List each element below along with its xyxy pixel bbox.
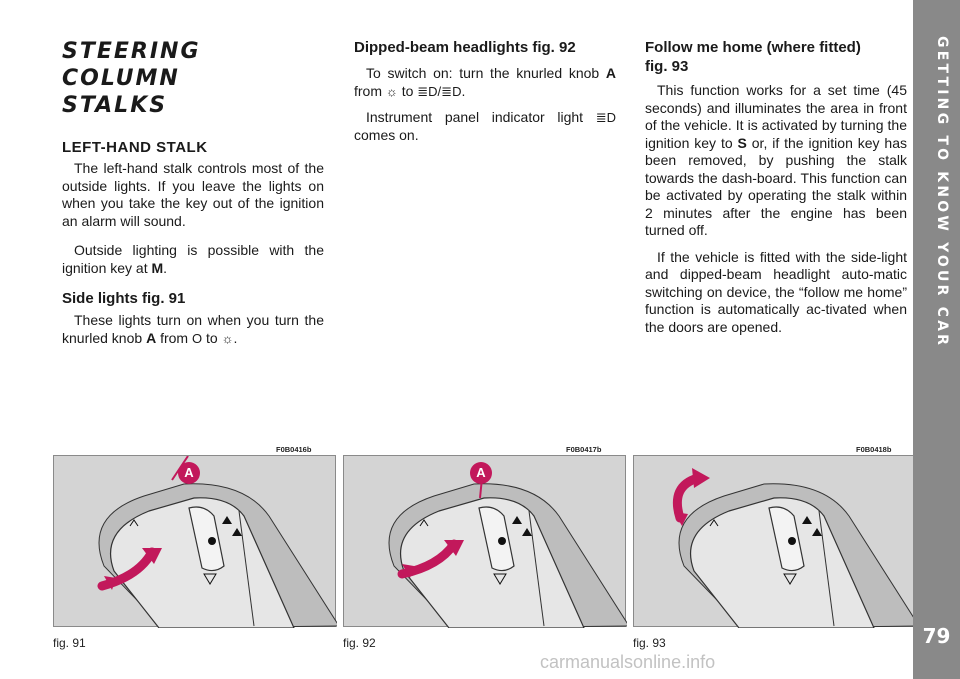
page-number: 79 (922, 624, 951, 648)
heading-left-hand-stalk: LEFT-HAND STALK (62, 139, 208, 156)
section-title: GETTING TO KNOW YOUR CAR (934, 36, 950, 349)
figure-code: F0B0416b (276, 445, 312, 454)
figure-93-stalk-illustration (633, 455, 916, 627)
figure-92-stalk-illustration (343, 455, 626, 627)
figure-code: F0B0418b (856, 445, 892, 454)
off-symbol-icon: O (191, 330, 203, 346)
figure-label: fig. 93 (633, 636, 666, 650)
heading-follow-me-home: Follow me home (where fitted) fig. 93 (645, 39, 861, 75)
dipped-beam-indicator-icon: ≣D (595, 110, 616, 125)
heading-dipped-beam: Dipped-beam headlights fig. 92 (354, 39, 576, 56)
figure-code: F0B0417b (566, 445, 602, 454)
knob-a-marker: A (470, 462, 492, 484)
paragraph-follow-me-home: This function works for a set time (45 seconds) and illuminates the area in front of the vehicle. It is activated by turning the ignition key to S or, if the ignition key has been removed, by pushing the stalk towards the dash-board. This function can be activated by operating the stalk within 2 minutes after the engine has been turned off. (645, 82, 908, 238)
paragraph-outside-lighting: Outside lighting is possible with the ignition key at M. (62, 242, 324, 276)
watermark: carmanualsonline.info (540, 652, 716, 672)
figure-label: fig. 91 (53, 636, 86, 650)
knob-a-marker: A (178, 462, 200, 484)
paragraph-left-stalk-intro: The left-hand stalk controls most of the outside lights. If you leave the lights on when you take the key out of the ignition an alarm will sound. (62, 160, 324, 229)
figure-91-stalk-illustration (53, 455, 336, 627)
column-right (645, 38, 907, 336)
paragraph-auto-switching: If the vehicle is fitted with the side-light and dipped-beam headlight auto-matic switching on device, the “follow me home” function is automatically ac-tivated when the doors are opened. (645, 248, 907, 335)
sidelight-symbol-icon: ☼ (221, 330, 234, 346)
paragraph-dipped-beam: To switch on: turn the knurled knob A from ☼ to ≣D/≣D. (354, 65, 616, 99)
dipped-beam-symbol-icon: ≣D/≣D (417, 83, 462, 99)
column-middle (354, 38, 616, 144)
sidelight-symbol-icon: ☼ (385, 83, 398, 99)
paragraph-side-lights: These lights turn on when you turn the knurled knob A from O to ☼. (62, 312, 324, 346)
column-left (62, 38, 324, 347)
heading-side-lights: Side lights fig. 91 (62, 290, 186, 307)
page-title: STEERING COLUMN STALKS (62, 39, 201, 118)
figure-label: fig. 92 (343, 636, 376, 650)
paragraph-indicator-light: Instrument panel indicator light ≣D comes on. (354, 109, 616, 143)
